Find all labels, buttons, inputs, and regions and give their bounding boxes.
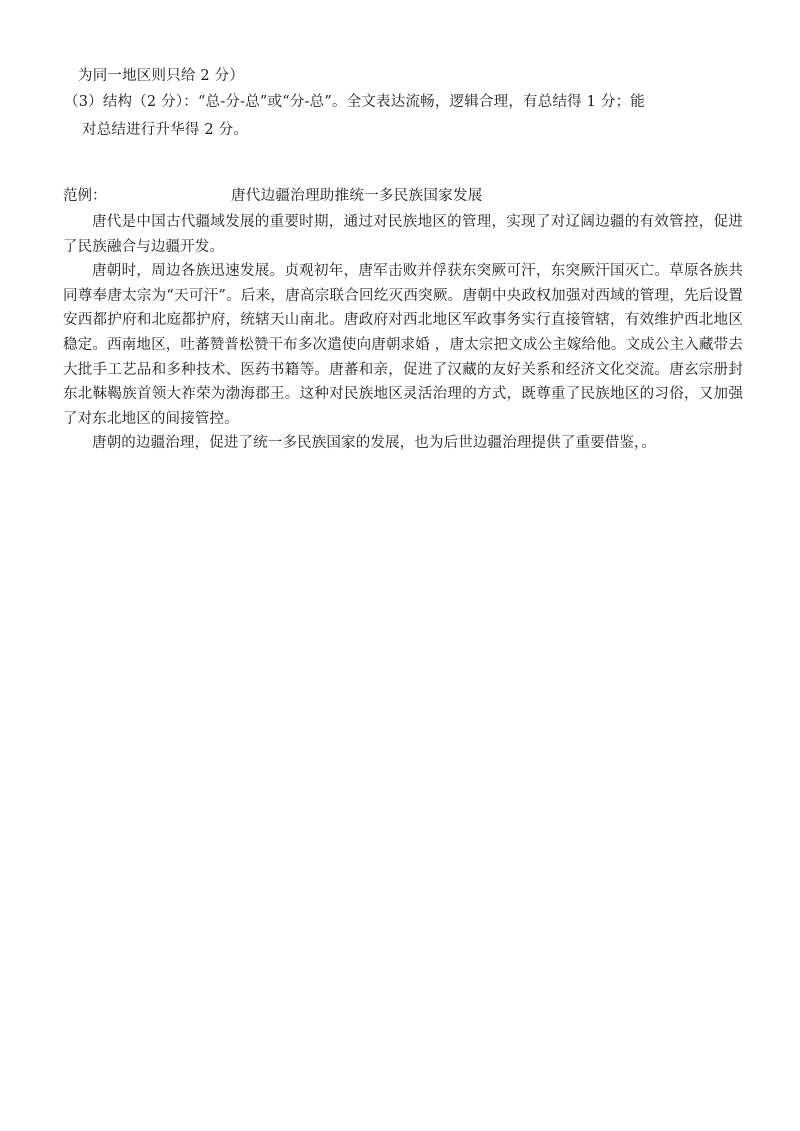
example-label: 范例：	[63, 188, 107, 204]
scoring-line-3: 对总结进行升华得 2 分。	[82, 122, 249, 138]
essay-paragraph-intro: 唐代是中国古代疆域发展的重要时期，通过对民族地区的管理，实现了对辽阔边疆的有效管控，促进了民族融合与边疆开发。	[63, 214, 743, 255]
essay-paragraph-body: 唐朝时，周边各族迅速发展。贞观初年，唐军击败并俘获东突厥可汗，东突厥汗国灭亡。草原各族共同尊奉唐太宗为“天可汗”。后来，唐高宗联合回纥灭西突厥。唐朝中央政权加强对西域的管理，先后设置安西都护府和北庭都护府，统辖天山南北。唐政府对西北地区军政事务实行直接管辖，有效维护西北地区稳定。西南地区，吐蕃赞普松赞干布多次遣使向唐朝求婚 ，唐太宗把文成公主嫁给他。文成公主入藏带去大批手工艺品和多种技术、医药书籍等。唐蕃和亲，促进了汉藏的友好关系和经济文化交流。唐玄宗册封东北靺鞨族首领大祚荣为渤海郡王。这种对民族地区灵活治理的方式，既尊重了民族地区的习俗，又加强了对东北地区的间接管控。	[63, 263, 743, 427]
example-title: 唐代边疆治理助推统一多民族国家发展	[231, 188, 483, 204]
scoring-line-1: 为同一地区则只给 2 分）	[78, 68, 245, 84]
example-essay	[63, 210, 743, 456]
essay-paragraph-conclusion: 唐朝的边疆治理，促进了统一多民族国家的发展，也为后世边疆治理提供了重要借鉴，。	[92, 435, 657, 452]
example-header	[63, 186, 743, 208]
scoring-line-2: （3）结构（2 分）：“总-分-总”或“分-总”。全文表达流畅，逻辑合理，有总结得 1 分；能	[64, 94, 645, 110]
